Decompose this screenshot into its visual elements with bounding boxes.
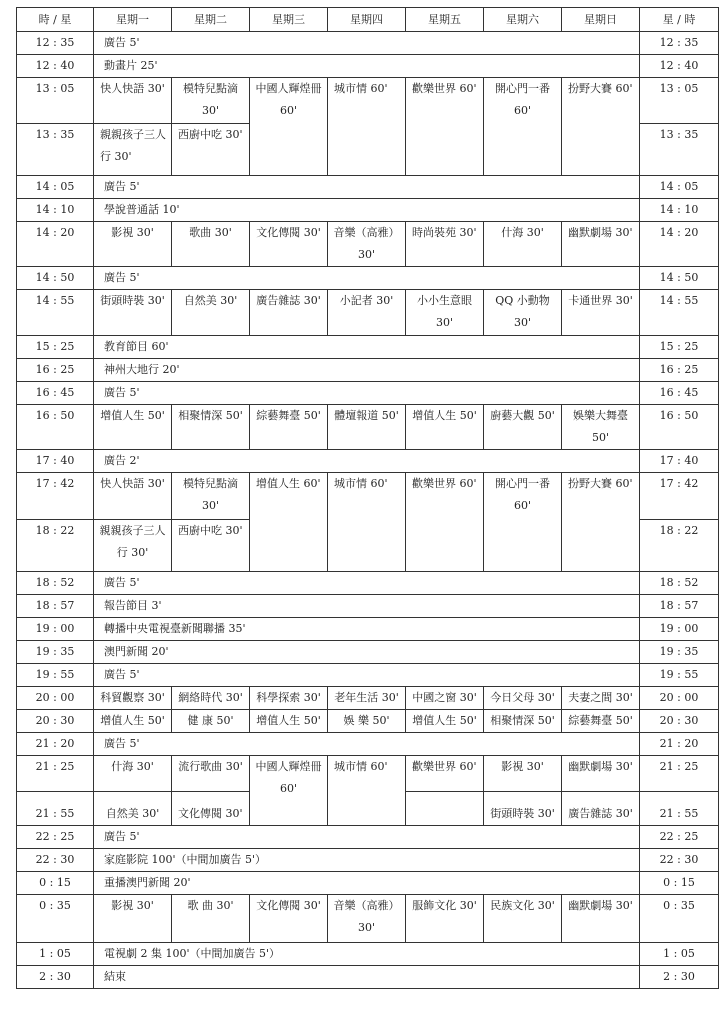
time-cell: 0 : 35 bbox=[17, 895, 94, 943]
tv-schedule-table bbox=[16, 7, 719, 989]
time-cell-right: 0 : 15 bbox=[640, 872, 719, 895]
program-cell: 廣告 5' bbox=[94, 32, 640, 55]
schedule-row bbox=[17, 176, 719, 199]
program-cell: 結束 bbox=[94, 966, 640, 989]
program-saturday: 今日父母 30' bbox=[484, 687, 562, 710]
schedule-row bbox=[17, 687, 719, 710]
header-thursday: 星期四 bbox=[328, 8, 406, 32]
schedule-row bbox=[17, 710, 719, 733]
program-saturday: 什海 30' bbox=[484, 222, 562, 267]
program-tuesday: 模特兒點滴 30' bbox=[172, 78, 250, 124]
time-cell: 19 : 55 bbox=[17, 664, 94, 687]
program-cell: 學說普通話 10' bbox=[94, 199, 640, 222]
schedule-row bbox=[17, 595, 719, 618]
program-sunday: 卡通世界 30' bbox=[562, 290, 640, 336]
time-cell-right: 20 : 30 bbox=[640, 710, 719, 733]
time-cell: 18 : 52 bbox=[17, 572, 94, 595]
time-cell-right: 18 : 57 bbox=[640, 595, 719, 618]
time-cell-right: 15 : 25 bbox=[640, 336, 719, 359]
time-cell-right: 14 : 50 bbox=[640, 267, 719, 290]
schedule-row bbox=[17, 359, 719, 382]
program-tuesday: 歌曲 30' bbox=[172, 222, 250, 267]
time-cell: 22 : 25 bbox=[17, 826, 94, 849]
program-tuesday: 健 康 50' bbox=[172, 710, 250, 733]
time-cell-right: 14 : 05 bbox=[640, 176, 719, 199]
time-cell: 14 : 55 bbox=[17, 290, 94, 336]
program-sunday: 扮野大賽 60' bbox=[562, 78, 640, 176]
program-wednesday: 中國人輝煌冊 60' bbox=[250, 756, 328, 826]
program-thursday: 老年生活 30' bbox=[328, 687, 406, 710]
program-cell: 重播澳門新聞 20' bbox=[94, 872, 640, 895]
program-sunday: 幽默劇場 30' bbox=[562, 895, 640, 943]
time-cell-right: 18 : 52 bbox=[640, 572, 719, 595]
schedule-row bbox=[17, 756, 719, 792]
program-cell: 廣告 5' bbox=[94, 664, 640, 687]
header-tuesday: 星期二 bbox=[172, 8, 250, 32]
program-sunday: 夫妻之間 30' bbox=[562, 687, 640, 710]
program-saturday: 影視 30' bbox=[484, 756, 562, 792]
schedule-row bbox=[17, 199, 719, 222]
time-cell: 14 : 20 bbox=[17, 222, 94, 267]
time-cell: 21 : 20 bbox=[17, 733, 94, 756]
program-sunday: 廣告雜誌 30' bbox=[562, 792, 640, 826]
time-cell: 21 : 55 bbox=[17, 792, 94, 826]
program-wednesday: 科學探索 30' bbox=[250, 687, 328, 710]
time-cell: 18 : 22 bbox=[17, 520, 94, 572]
program-cell: 家庭影院 100'（中間加廣告 5'） bbox=[94, 849, 640, 872]
program-monday: 快人快語 30' bbox=[94, 78, 172, 124]
header-wednesday: 星期三 bbox=[250, 8, 328, 32]
program-tuesday: 西廚中吃 30' bbox=[172, 520, 250, 572]
program-friday: 時尚裝苑 30' bbox=[406, 222, 484, 267]
program-monday: 什海 30' bbox=[94, 756, 172, 792]
program-sunday: 幽默劇場 30' bbox=[562, 222, 640, 267]
program-tuesday: 自然美 30' bbox=[172, 290, 250, 336]
program-saturday: 開心門一番 60' bbox=[484, 78, 562, 176]
program-thursday: 城市情 60' bbox=[328, 78, 406, 176]
program-saturday: 民族文化 30' bbox=[484, 895, 562, 943]
program-cell: 廣告 2' bbox=[94, 450, 640, 473]
program-thursday: 音樂（高雅）30' bbox=[328, 222, 406, 267]
time-cell-right: 21 : 25 bbox=[640, 756, 719, 792]
program-friday: 中國之窗 30' bbox=[406, 687, 484, 710]
program-cell: 報告節目 3' bbox=[94, 595, 640, 618]
time-cell-right: 20 : 00 bbox=[640, 687, 719, 710]
schedule-row bbox=[17, 290, 719, 336]
schedule-row bbox=[17, 78, 719, 124]
schedule-row bbox=[17, 849, 719, 872]
program-cell: 神州大地行 20' bbox=[94, 359, 640, 382]
program-cell: 轉播中央電視臺新聞聯播 35' bbox=[94, 618, 640, 641]
time-cell-right: 12 : 35 bbox=[640, 32, 719, 55]
time-cell-right: 21 : 55 bbox=[640, 792, 719, 826]
time-cell: 14 : 50 bbox=[17, 267, 94, 290]
schedule-row bbox=[17, 872, 719, 895]
time-cell: 17 : 40 bbox=[17, 450, 94, 473]
time-cell: 12 : 35 bbox=[17, 32, 94, 55]
program-friday: 歡樂世界 60' bbox=[406, 78, 484, 176]
program-tuesday: 相聚情深 50' bbox=[172, 405, 250, 450]
time-cell-right: 2 : 30 bbox=[640, 966, 719, 989]
program-sunday: 幽默劇場 30' bbox=[562, 756, 640, 792]
program-monday: 影視 30' bbox=[94, 222, 172, 267]
program-tuesday: 流行歌曲 30' bbox=[172, 756, 250, 792]
schedule-row bbox=[17, 618, 719, 641]
schedule-row bbox=[17, 572, 719, 595]
time-cell-right: 14 : 55 bbox=[640, 290, 719, 336]
program-cell: 廣告 5' bbox=[94, 733, 640, 756]
header-friday: 星期五 bbox=[406, 8, 484, 32]
program-tuesday: 文化傳閱 30' bbox=[172, 792, 250, 826]
program-thursday: 城市情 60' bbox=[328, 473, 406, 572]
time-cell: 18 : 57 bbox=[17, 595, 94, 618]
program-sunday: 綜藝舞臺 50' bbox=[562, 710, 640, 733]
time-cell: 0 : 15 bbox=[17, 872, 94, 895]
program-wednesday: 中國人輝煌冊 60' bbox=[250, 78, 328, 176]
time-cell-right: 13 : 05 bbox=[640, 78, 719, 124]
schedule-row bbox=[17, 895, 719, 943]
schedule-row bbox=[17, 664, 719, 687]
program-cell: 廣告 5' bbox=[94, 267, 640, 290]
schedule-row bbox=[17, 473, 719, 520]
program-tuesday: 西廚中吃 30' bbox=[172, 124, 250, 176]
program-monday: 增值人生 50' bbox=[94, 710, 172, 733]
program-cell: 澳門新聞 20' bbox=[94, 641, 640, 664]
time-cell-right: 16 : 25 bbox=[640, 359, 719, 382]
header-time-day: 時 / 星 bbox=[17, 8, 94, 32]
header-row bbox=[17, 8, 719, 32]
schedule-row bbox=[17, 733, 719, 756]
program-saturday: 廚藝大觀 50' bbox=[484, 405, 562, 450]
time-cell: 14 : 05 bbox=[17, 176, 94, 199]
program-saturday: QQ 小動物 30' bbox=[484, 290, 562, 336]
time-cell: 12 : 40 bbox=[17, 55, 94, 78]
program-cell: 廣告 5' bbox=[94, 176, 640, 199]
program-monday: 增值人生 50' bbox=[94, 405, 172, 450]
program-tuesday: 歌 曲 30' bbox=[172, 895, 250, 943]
time-cell: 2 : 30 bbox=[17, 966, 94, 989]
time-cell: 22 : 30 bbox=[17, 849, 94, 872]
program-wednesday: 文化傳閱 30' bbox=[250, 222, 328, 267]
program-thursday: 城市情 60' bbox=[328, 756, 406, 826]
time-cell: 13 : 35 bbox=[17, 124, 94, 176]
program-friday: 小小生意眼 30' bbox=[406, 290, 484, 336]
program-cell: 廣告 5' bbox=[94, 826, 640, 849]
program-wednesday: 增值人生 60' bbox=[250, 473, 328, 572]
schedule-row bbox=[17, 943, 719, 966]
program-monday: 科貿觀察 30' bbox=[94, 687, 172, 710]
program-wednesday: 增值人生 50' bbox=[250, 710, 328, 733]
program-cell: 電視劇 2 集 100'（中間加廣告 5'） bbox=[94, 943, 640, 966]
program-saturday: 相聚情深 50' bbox=[484, 710, 562, 733]
program-thursday: 體壇報道 50' bbox=[328, 405, 406, 450]
time-cell-right: 13 : 35 bbox=[640, 124, 719, 176]
header-sunday: 星期日 bbox=[562, 8, 640, 32]
program-tuesday: 網絡時代 30' bbox=[172, 687, 250, 710]
time-cell: 19 : 00 bbox=[17, 618, 94, 641]
time-cell-right: 14 : 10 bbox=[640, 199, 719, 222]
time-cell-right: 19 : 00 bbox=[640, 618, 719, 641]
schedule-row bbox=[17, 55, 719, 78]
time-cell-right: 16 : 50 bbox=[640, 405, 719, 450]
time-cell: 13 : 05 bbox=[17, 78, 94, 124]
time-cell-right: 14 : 20 bbox=[640, 222, 719, 267]
header-saturday: 星期六 bbox=[484, 8, 562, 32]
program-wednesday: 廣告雜誌 30' bbox=[250, 290, 328, 336]
program-friday: 增值人生 50' bbox=[406, 710, 484, 733]
program-wednesday: 綜藝舞臺 50' bbox=[250, 405, 328, 450]
schedule-row bbox=[17, 826, 719, 849]
program-thursday: 音樂（高雅）30' bbox=[328, 895, 406, 943]
program-monday: 自然美 30' bbox=[94, 792, 172, 826]
time-cell-right: 12 : 40 bbox=[640, 55, 719, 78]
time-cell-right: 16 : 45 bbox=[640, 382, 719, 405]
schedule-row bbox=[17, 336, 719, 359]
program-thursday: 娛 樂 50' bbox=[328, 710, 406, 733]
program-monday: 街頭時裝 30' bbox=[94, 290, 172, 336]
program-friday: 增值人生 50' bbox=[406, 405, 484, 450]
time-cell: 16 : 25 bbox=[17, 359, 94, 382]
schedule-row bbox=[17, 405, 719, 450]
schedule-row bbox=[17, 966, 719, 989]
program-friday: 服飾文化 30' bbox=[406, 895, 484, 943]
program-friday: 歡樂世界 60' bbox=[406, 756, 484, 792]
program-thursday: 小記者 30' bbox=[328, 290, 406, 336]
time-cell-right: 17 : 42 bbox=[640, 473, 719, 520]
time-cell: 16 : 50 bbox=[17, 405, 94, 450]
header-monday: 星期一 bbox=[94, 8, 172, 32]
program-friday: 歡樂世界 60' bbox=[406, 473, 484, 572]
time-cell: 16 : 45 bbox=[17, 382, 94, 405]
time-cell-right: 21 : 20 bbox=[640, 733, 719, 756]
time-cell-right: 17 : 40 bbox=[640, 450, 719, 473]
time-cell-right: 19 : 35 bbox=[640, 641, 719, 664]
time-cell: 19 : 35 bbox=[17, 641, 94, 664]
time-cell: 15 : 25 bbox=[17, 336, 94, 359]
time-cell-right: 22 : 30 bbox=[640, 849, 719, 872]
program-friday-empty bbox=[406, 792, 484, 826]
time-cell: 17 : 42 bbox=[17, 473, 94, 520]
program-saturday: 街頭時裝 30' bbox=[484, 792, 562, 826]
program-tuesday: 模特兒點滴 30' bbox=[172, 473, 250, 520]
schedule-row bbox=[17, 382, 719, 405]
program-sunday: 娛樂大舞臺 50' bbox=[562, 405, 640, 450]
schedule-row bbox=[17, 32, 719, 55]
program-cell: 廣告 5' bbox=[94, 382, 640, 405]
program-monday: 親親孩子三人行 30' bbox=[94, 124, 172, 176]
time-cell: 20 : 30 bbox=[17, 710, 94, 733]
program-saturday: 開心門一番 60' bbox=[484, 473, 562, 572]
time-cell-right: 1 : 05 bbox=[640, 943, 719, 966]
schedule-row bbox=[17, 450, 719, 473]
schedule-row bbox=[17, 267, 719, 290]
schedule-row bbox=[17, 641, 719, 664]
schedule-row bbox=[17, 222, 719, 267]
header-day-time: 星 / 時 bbox=[640, 8, 719, 32]
program-monday: 快人快語 30' bbox=[94, 473, 172, 520]
program-cell: 廣告 5' bbox=[94, 572, 640, 595]
program-cell: 教育節目 60' bbox=[94, 336, 640, 359]
program-monday: 影視 30' bbox=[94, 895, 172, 943]
time-cell: 1 : 05 bbox=[17, 943, 94, 966]
program-monday: 親親孩子三人行 30' bbox=[94, 520, 172, 572]
program-wednesday: 文化傳閱 30' bbox=[250, 895, 328, 943]
program-sunday: 扮野大賽 60' bbox=[562, 473, 640, 572]
time-cell-right: 22 : 25 bbox=[640, 826, 719, 849]
time-cell-right: 18 : 22 bbox=[640, 520, 719, 572]
time-cell: 14 : 10 bbox=[17, 199, 94, 222]
time-cell: 21 : 25 bbox=[17, 756, 94, 792]
program-cell: 動畫片 25' bbox=[94, 55, 640, 78]
time-cell: 20 : 00 bbox=[17, 687, 94, 710]
time-cell-right: 19 : 55 bbox=[640, 664, 719, 687]
time-cell-right: 0 : 35 bbox=[640, 895, 719, 943]
